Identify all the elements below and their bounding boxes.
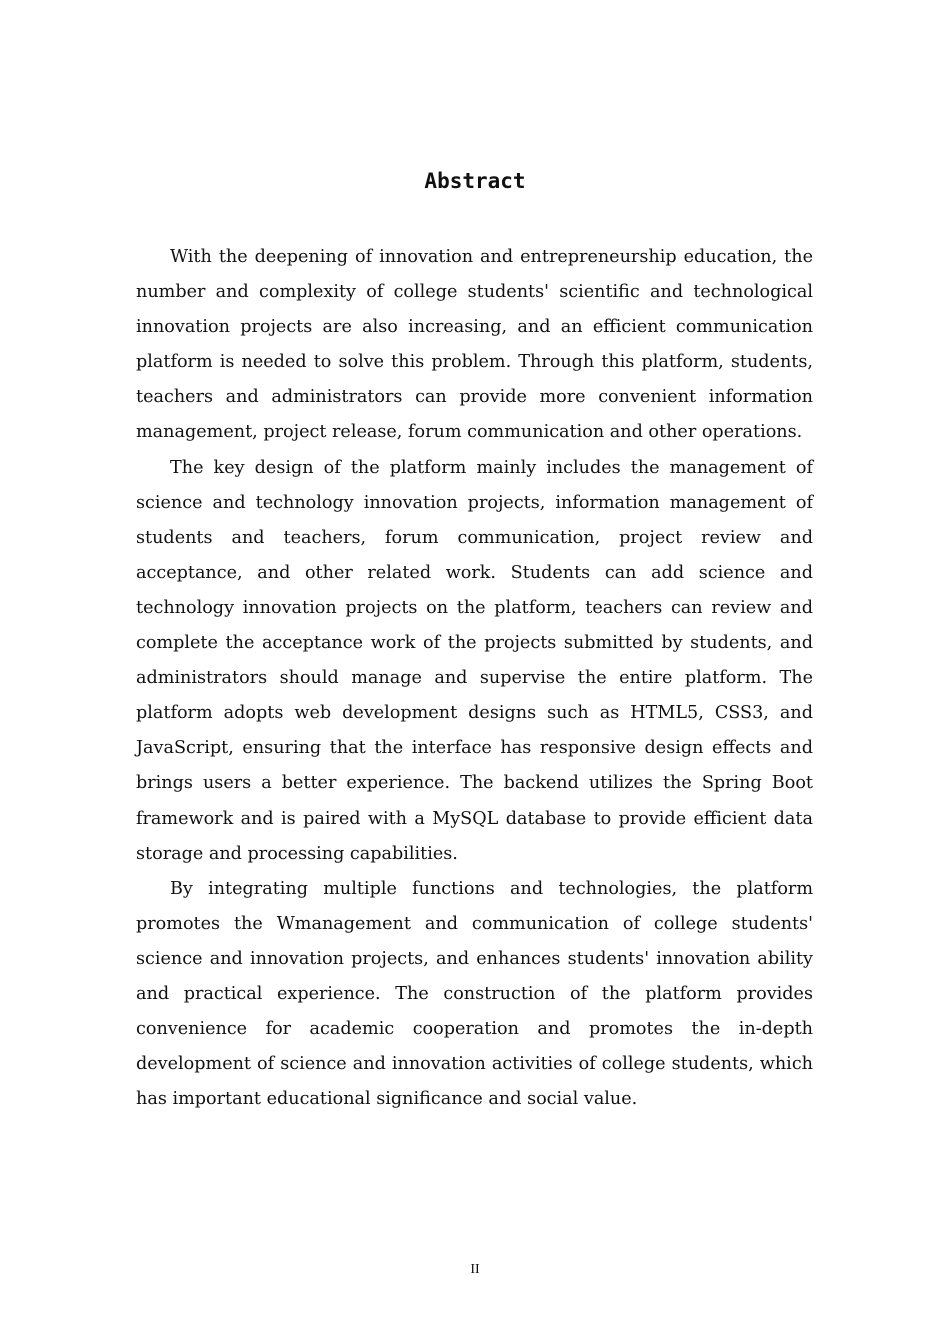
abstract-body: [136, 240, 813, 1117]
page-number: II: [470, 1262, 480, 1277]
abstract-paragraph-2: The key design of the platform mainly includes the management of science and technology innovation projects, information management of students and teachers, forum communication, project review and acceptance, and other related work. Students can add science and technology innovation projects on the platform, teachers can review and complete the acceptance work of the projects submitted by students, and administrators should manage and supervise the entire platform. The platform adopts web development designs such as HTML5, CSS3, and JavaScript, ensuring that the interface has responsive design effects and brings users a better experience. The backend utilizes the Spring Boot framework and is paired with a MySQL database to provide efficient data storage and processing capabilities.: [136, 457, 813, 864]
abstract-paragraph-1: With the deepening of innovation and entrepreneurship education, the number and complexity of college students' scientific and technological innovation projects are also increasing, and an efficient communication platform is needed to solve this problem. Through this platform, students, teachers and administrators can provide more convenient information management, project release, forum communication and other operations.: [136, 247, 813, 443]
abstract-title: Abstract: [424, 169, 526, 193]
abstract-paragraph-3: By integrating multiple functions and technologies, the platform promotes the Wmanagement and communication of college students' science and innovation projects, and enhances students' innovation ability and practical experience. The construction of the platform provides convenience for academic cooperation and promotes the in-depth development of science and innovation activities of college students, which has important educational significance and social value.: [136, 878, 813, 1110]
